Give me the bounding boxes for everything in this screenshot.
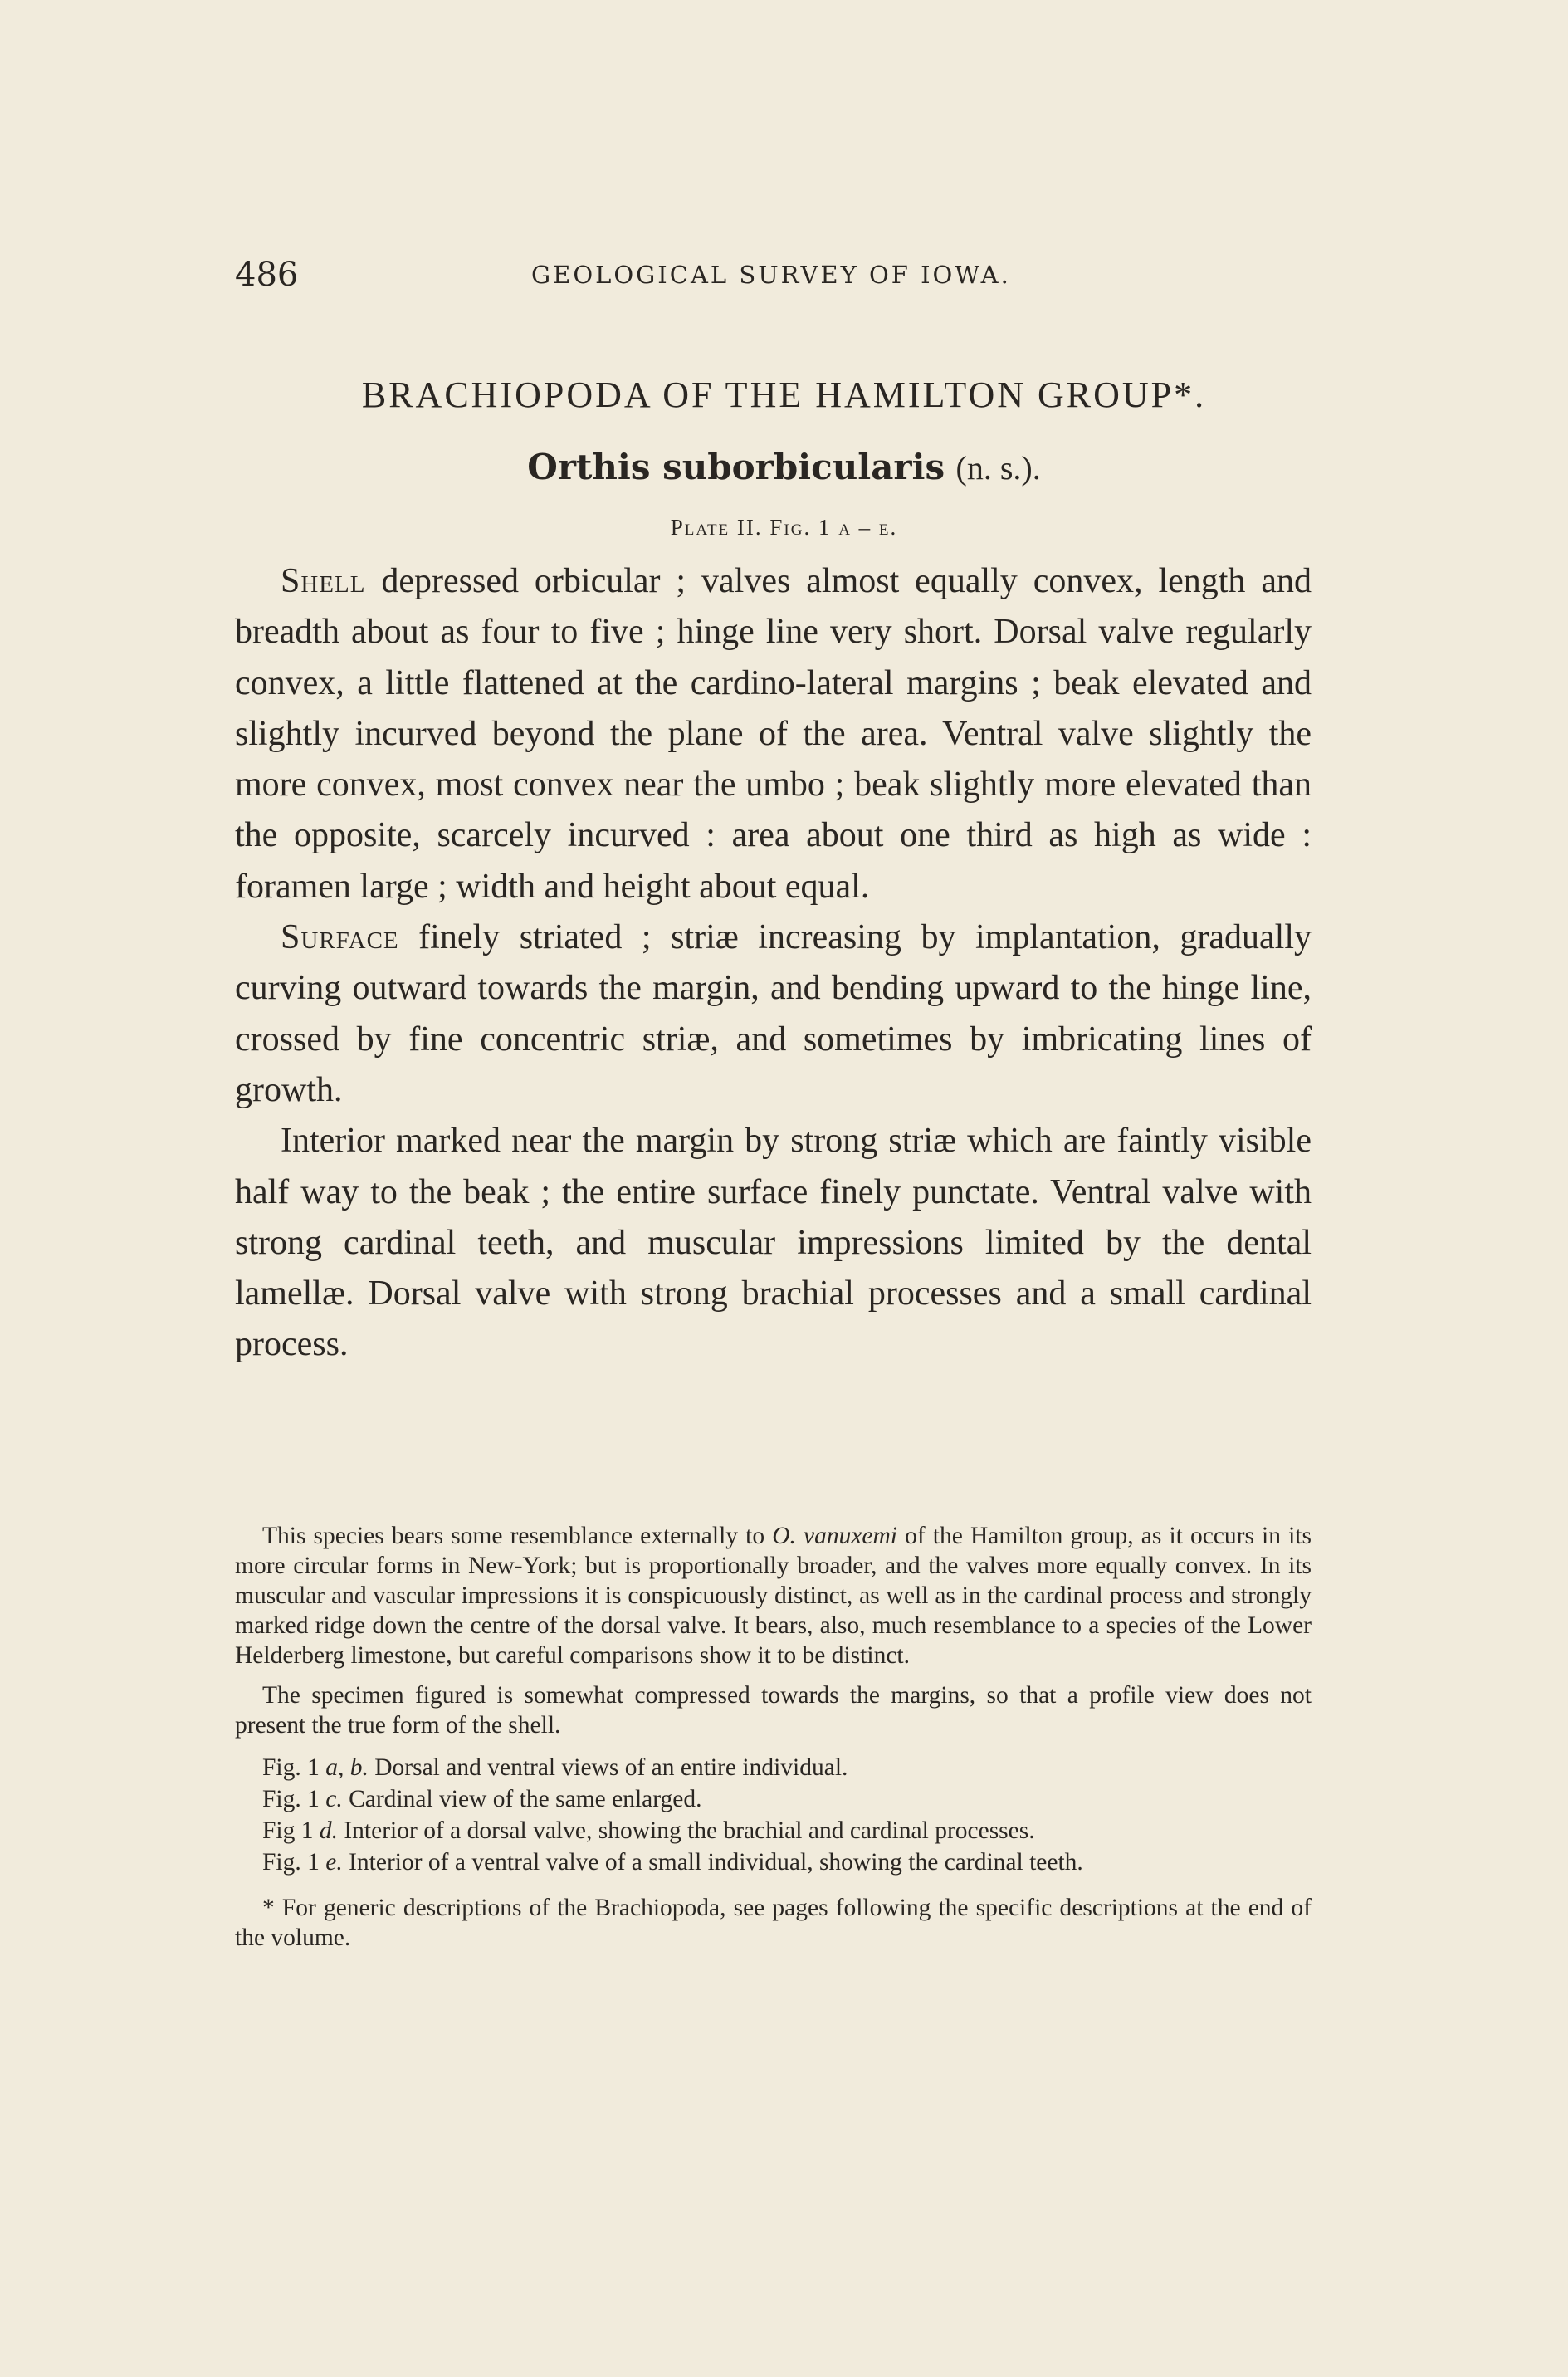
paragraph-lead: Surface [281, 918, 399, 957]
plate-reference: Plate II. Fig. 1 a – e. [670, 515, 898, 540]
figure-caption [235, 1783, 1312, 1815]
species-heading [0, 447, 1568, 487]
remark-text: of the Hamilton group, as it occurs in its more circular forms in New-York; but is proportionally broader, and the valves more equally convex. In its muscular and vascular impressions it is conspicuously distinct, as well as in the cardinal process and strongly marked ridge down the centre of the dorsal valve. It bears, also, much resemblance to a species of the Lower Helderberg limestone, but careful comparisons show it to be distinct. [235, 1523, 1312, 1669]
figure-caption [235, 1846, 1312, 1878]
figure-label: Fig. 1 [262, 1754, 326, 1781]
description-paragraph [235, 1116, 1312, 1370]
remark-species-reference: O. vanuxemi [772, 1523, 898, 1549]
running-head [235, 256, 1314, 297]
figure-text: Cardinal view of the same enlarged. [342, 1786, 702, 1812]
figure-caption [235, 1815, 1312, 1846]
figure-captions [235, 1752, 1312, 1878]
figure-label: Fig. 1 [262, 1786, 326, 1812]
running-title: GEOLOGICAL SURVEY OF IOWA. [531, 261, 1011, 289]
paragraph-text: depressed orbicular ; valves almost equally convex, length and breadth about as four to five ; hinge line very short. Dorsal valve regularly convex, a little flattened at the cardino-lateral margins ; beak elevated and slightly incurved beyond the plane of the area. Ventral valve slightly the more convex, most convex near the umbo ; beak slightly more elevated than the opposite, scarcely incurved : area about one third as high as wide : foramen large ; width and height about equal. [235, 562, 1312, 906]
figure-letter: e. [325, 1849, 343, 1876]
figure-text: Interior of a dorsal valve, showing the brachial and cardinal processes. [337, 1817, 1035, 1844]
figure-label: Fig 1 [262, 1817, 320, 1844]
figure-letter: a, b. [325, 1754, 369, 1781]
footnote: * For generic descriptions of the Brachiopoda, see pages following the specific descriptions at the end of the volume. [235, 1895, 1312, 1951]
section-heading: BRACHIOPODA OF THE HAMILTON GROUP*. [361, 374, 1207, 415]
figure-label: Fig. 1 [262, 1849, 326, 1876]
species-name: Orthis suborbicularis [527, 447, 945, 487]
description-body [235, 556, 1312, 1371]
remark-paragraph [235, 1680, 1312, 1740]
description-paragraph [235, 912, 1312, 1116]
paragraph-lead: Shell [281, 562, 366, 600]
remark-paragraph [235, 1521, 1312, 1670]
remark-text: The specimen figured is somewhat compressed towards the margins, so that a profile view does not present the true form of the shell. [235, 1682, 1312, 1739]
figure-caption [235, 1752, 1312, 1783]
figure-text: Dorsal and ventral views of an entire individual. [368, 1754, 848, 1781]
remarks-section [235, 1521, 1312, 1963]
remark-text: This species bears some resemblance externally to [262, 1523, 773, 1549]
paragraph-text: Interior marked near the margin by strong striæ which are faintly visible half way to the beak ; the entire surface finely punctate. Ventral valve with strong cardinal teeth, and muscular impressions limited by the dental lamellæ. Dorsal valve with strong brachial processes and a small cardinal process. [235, 1122, 1312, 1364]
figure-text: Interior of a ventral valve of a small individual, showing the cardinal teeth. [342, 1849, 1083, 1876]
description-paragraph [235, 556, 1312, 912]
species-note: (n. s.). [955, 449, 1041, 487]
paragraph-text: finely striated ; striæ increasing by implantation, gradually curving outward towards the margin, and bending upward to the hinge line, crossed by fine concentric striæ, and sometimes by imbricating lines of growth. [235, 918, 1312, 1109]
figure-letter: c. [325, 1786, 343, 1812]
figure-letter: d. [319, 1817, 338, 1844]
page-number: 486 [235, 256, 299, 294]
